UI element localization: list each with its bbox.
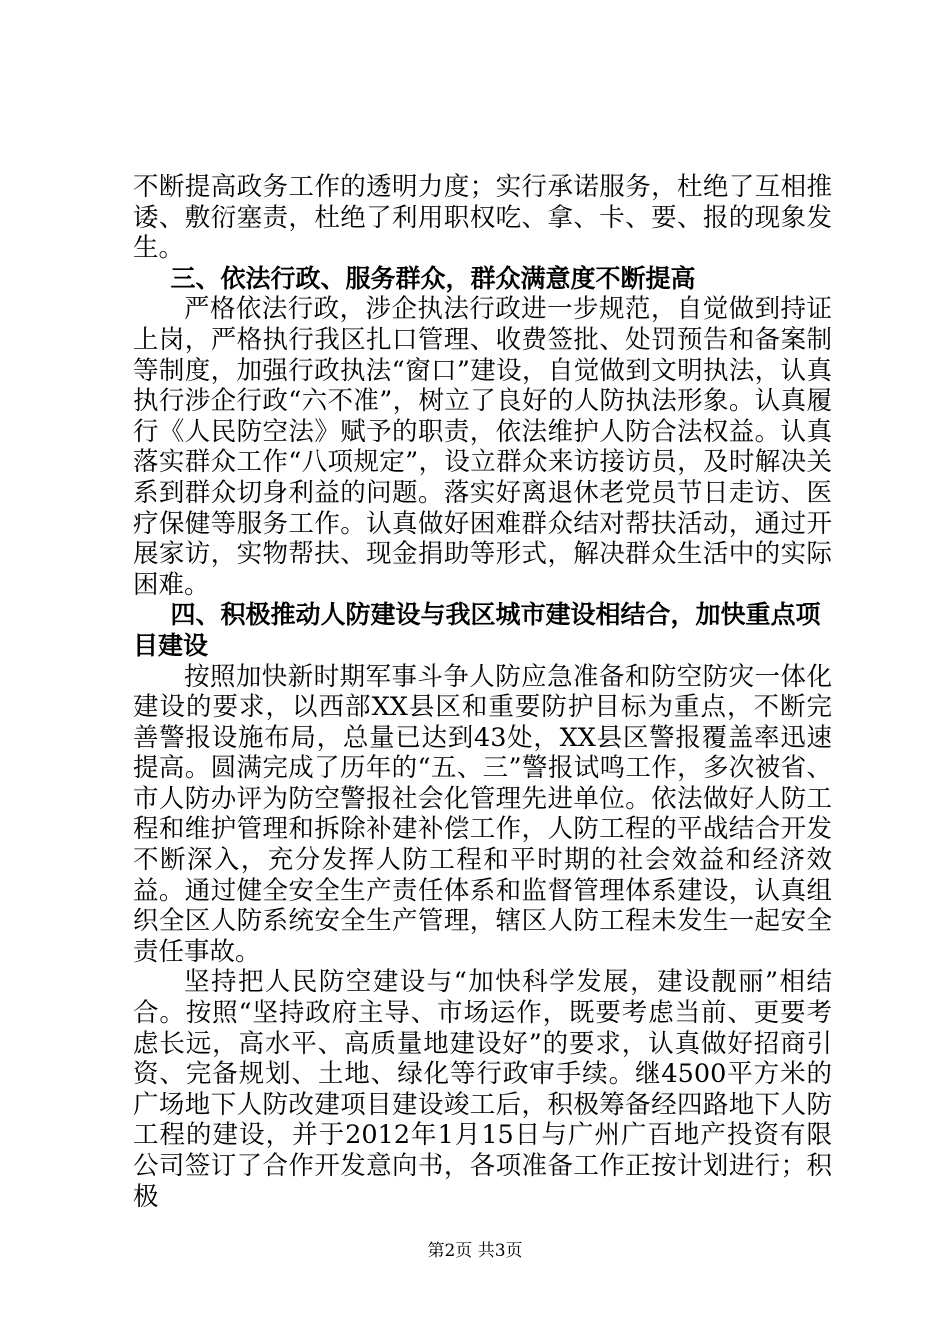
paragraph-2: 严格依法行政，涉企执法行政进一步规范，自觉做到持证上岗，严格执行我区扎口管理、收费签批、处罚预告和备案制等制度，加强行政执法“窗口”建设，自觉做到文明执法，认真执行涉企行政“六不准”，树立了良好的人防执法形象。认真履行《人民防空法》赋予的职责，依法维护人防合法权益。认真落实群众工作“八项规定”，设立群众来访接访员，及时解决关系到群众切身利益的问题。落实好离退休老党员节日走访、医疗保健等服务工作。认真做好困难群众结对帮扶活动，通过开展家访，实物帮扶、现金捐助等形式，解决群众生活中的实际困难。 — [133, 294, 832, 600]
paragraph-1: 不断提高政务工作的透明力度；实行承诺服务，杜绝了互相推诿、敷衍塞责，杜绝了利用职权吃、拿、卡、要、报的现象发生。 — [133, 172, 832, 264]
paragraph-4: 坚持把人民防空建设与“加快科学发展，建设靓丽”相结合。按照“坚持政府主导、市场运作，既要考虑当前、更要考虑长远，高水平、高质量地建设好”的要求，认真做好招商引资、完备规划、土地、绿化等行政审手续。继4500平方米的广场地下人防改建项目建设竣工后，积极筹备经四路地下人防工程的建设，并于2012年1月15日与广州广百地产投资有限公司签订了合作开发意向书，各项准备工作正按计划进行；积极 — [133, 967, 832, 1212]
section-heading-3: 三、依法行政、服务群众，群众满意度不断提高 — [170, 263, 696, 293]
section-heading-4: 四、积极推动人防建设与我区城市建设相结合，加快重点项目建设 — [133, 600, 821, 660]
document-body — [133, 172, 832, 1212]
paragraph-3: 按照加快新时期军事斗争人防应急准备和防空防灾一体化建设的要求，以西部XX县区和重要防护目标为重点，不断完善警报设施布局，总量已达到43处，XX县区警报覆盖率迅速提高。圆满完成了历年的“五、三”警报试鸣工作，多次被省、市人防办评为防空警报社会化管理先进单位。依法做好人防工程和维护管理和拆除补建补偿工作，人防工程的平战结合开发不断深入，充分发挥人防工程和平时期的社会效益和经济效益。通过健全安全生产责任体系和监督管理体系建设，认真组织全区人防系统安全生产管理，辖区人防工程未发生一起安全责任事故。 — [133, 661, 832, 967]
page-number-label: 第2页 共3页 — [427, 1241, 523, 1261]
page-footer — [0, 1241, 950, 1261]
